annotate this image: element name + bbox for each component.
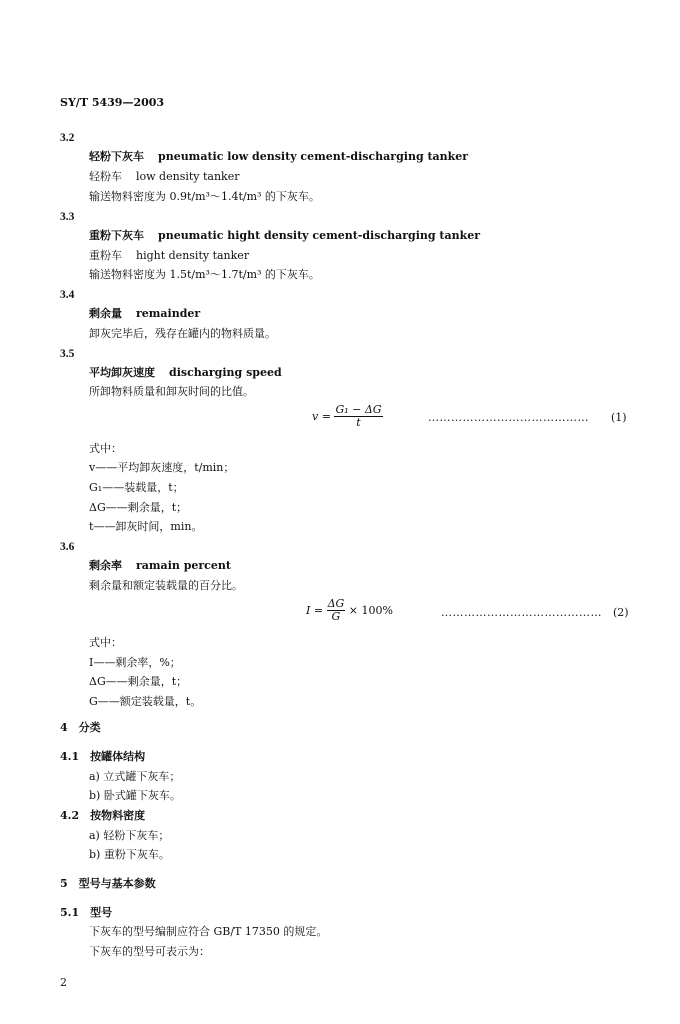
equation-number: (1): [611, 411, 627, 424]
page-number: 2: [60, 976, 67, 989]
document-header: SY/T 5439—2003: [60, 96, 165, 109]
formula-lhs: I =: [306, 604, 324, 617]
section-number: 3.4: [60, 289, 75, 301]
body-text: 下灰车的型号编制应符合 GB/T 17350 的规定。: [89, 925, 328, 938]
chapter-heading: 5 型号与基本参数: [60, 877, 156, 890]
term-definition: 输送物料密度为 1.5t/m³～1.7t/m³ 的下灰车。: [89, 268, 320, 281]
variable-definition: I——剩余率，%；: [89, 656, 181, 669]
formula-denominator: G: [331, 610, 341, 623]
term-entry: [89, 229, 480, 243]
formula-rhs: × 100%: [348, 604, 393, 617]
variable-definition: t——卸灰时间，min。: [89, 520, 203, 533]
subsection-heading: 5.1 型号: [60, 906, 113, 919]
list-item: b) 重粉下灰车。: [89, 848, 170, 861]
variable-definition: v——平均卸灰速度，t/min；: [89, 461, 235, 474]
variable-definition: ΔG——剩余量，t；: [89, 675, 188, 688]
section-number: 3.5: [60, 348, 75, 360]
formula-fraction: [327, 598, 346, 623]
where-label: 式中：: [89, 442, 122, 455]
variable-definition: G——额定装载量，t。: [89, 695, 202, 708]
leader-dots: ……………………………………: [428, 411, 589, 424]
term-en: remainder: [136, 307, 201, 320]
subsection-heading: 4.2 按物料密度: [60, 809, 146, 822]
variable-definition: G₁——装载量，t；: [89, 481, 184, 494]
subsection-heading: 4.1 按罐体结构: [60, 750, 146, 763]
term-entry: [89, 307, 200, 321]
term-definition: 卸灰完毕后，残存在罐内的物料质量。: [89, 327, 276, 340]
section-number: 3.2: [60, 132, 75, 144]
term-definition: 输送物料密度为 0.9t/m³～1.4t/m³ 的下灰车。: [89, 190, 320, 203]
formula-2: [306, 598, 393, 623]
formula-numerator: ΔG: [327, 597, 345, 610]
term-en: pneumatic low density cement-discharging tanker: [158, 150, 469, 163]
chapter-heading: 4 分类: [60, 721, 101, 734]
term-zh: 重粉下灰车: [89, 229, 144, 242]
synonym-en: low density tanker: [136, 170, 240, 183]
term-en: ramain percent: [136, 559, 231, 572]
formula-denominator: t: [356, 416, 361, 429]
section-number: 3.3: [60, 211, 75, 223]
term-zh: 剩余量: [89, 307, 122, 320]
formula-lhs: v =: [312, 410, 331, 423]
equation-number: (2): [613, 606, 629, 619]
term-en: discharging speed: [169, 366, 282, 379]
section-number: 3.6: [60, 541, 75, 553]
list-item: a) 轻粉下灰车；: [89, 829, 170, 842]
term-definition: 所卸物料质量和卸灰时间的比值。: [89, 385, 254, 398]
term-zh: 平均卸灰速度: [89, 366, 155, 379]
list-item: a) 立式罐下灰车；: [89, 770, 181, 783]
list-item: b) 卧式罐下灰车。: [89, 789, 181, 802]
where-label: 式中：: [89, 636, 122, 649]
term-synonym: [89, 170, 239, 184]
term-entry: [89, 366, 282, 380]
formula-fraction: [334, 404, 382, 429]
formula-1: [312, 404, 383, 429]
term-zh: 轻粉下灰车: [89, 150, 144, 163]
synonym-zh: 轻粉车: [89, 170, 122, 183]
variable-definition: ΔG——剩余量，t；: [89, 501, 188, 514]
term-zh: 剩余率: [89, 559, 122, 572]
term-en: pneumatic hight density cement-discharging tanker: [158, 229, 481, 242]
term-definition: 剩余量和额定装载量的百分比。: [89, 579, 243, 592]
synonym-zh: 重粉车: [89, 249, 122, 262]
term-synonym: [89, 249, 249, 263]
term-entry: [89, 559, 231, 573]
term-entry: [89, 150, 468, 164]
body-text: 下灰车的型号可表示为：: [89, 945, 210, 958]
synonym-en: hight density tanker: [136, 249, 250, 262]
formula-numerator: G₁ − ΔG: [335, 403, 382, 416]
leader-dots: ……………………………………: [441, 606, 602, 619]
